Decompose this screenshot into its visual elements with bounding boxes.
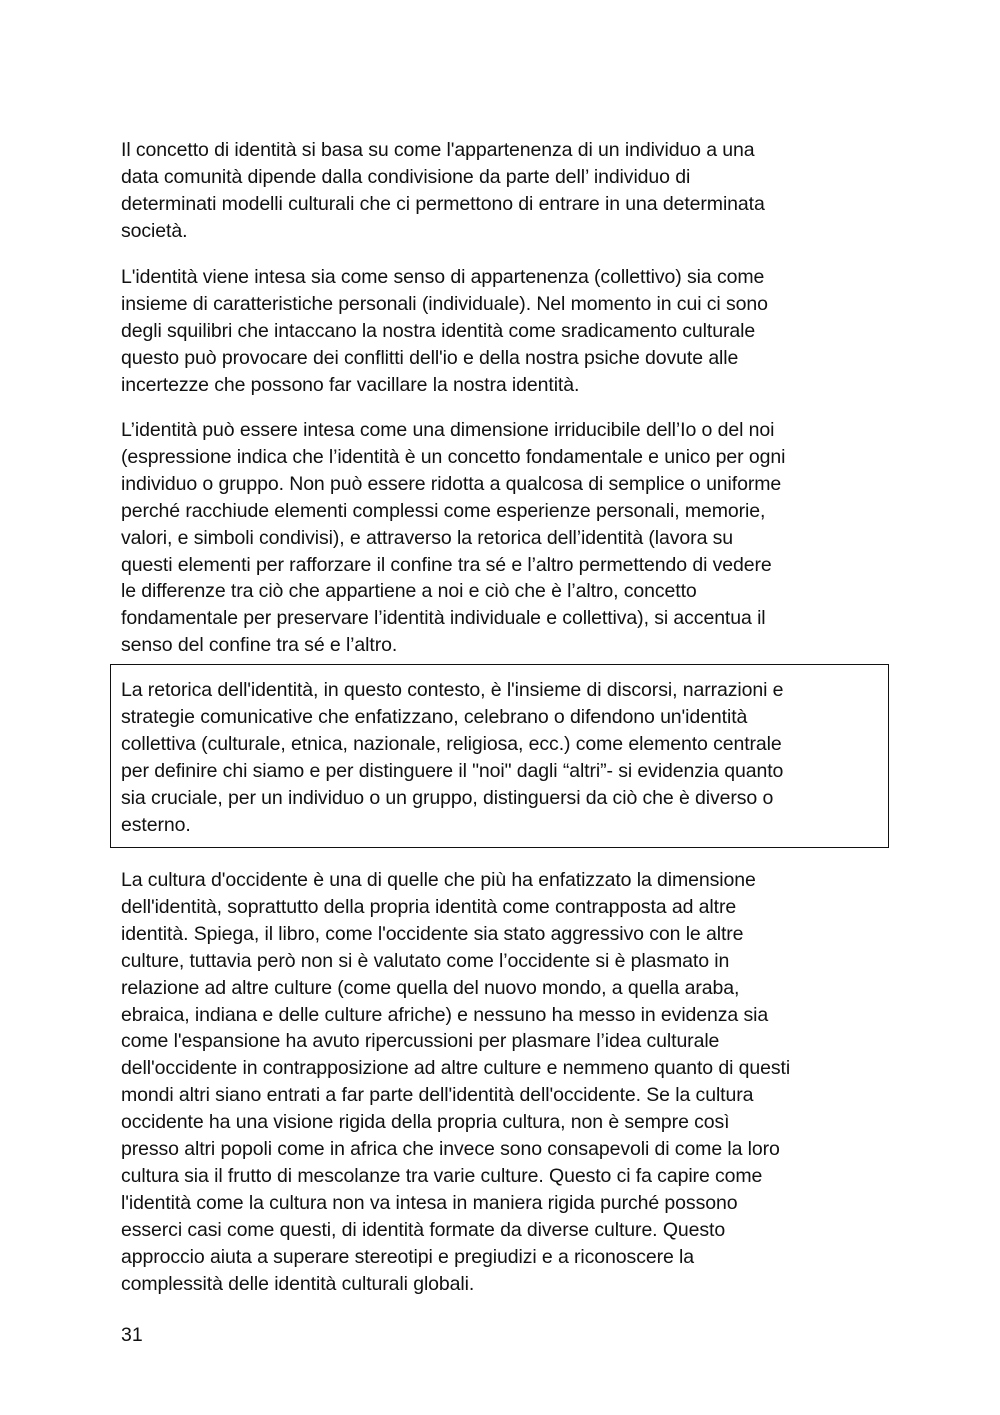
paragraph-line: incertezze che possono far vacillare la nostra identità.: [121, 373, 580, 396]
paragraph-line: determinati modelli culturali che ci permettono di entrare in una determinata: [121, 192, 765, 215]
paragraph-line: ebraica, indiana e delle culture afriche) e nessuno ha messo in evidenza sia: [121, 1003, 769, 1026]
paragraph-line: le differenze tra ciò che appartiene a noi e ciò che è l’altro, concetto: [121, 580, 697, 603]
paragraph-line: cultura sia il frutto di mescolanze tra varie culture. Questo ci fa capire come: [121, 1164, 763, 1187]
paragraph-line: individuo o gruppo. Non può essere ridotta a qualcosa di semplice o uniforme: [121, 472, 782, 495]
paragraph-line: questi elementi per rafforzare il confine tra sé e l’altro permettendo di vedere: [121, 553, 772, 576]
paragraph-line: culture, tuttavia però non si è valutato come l’occidente si è plasmato in: [121, 949, 730, 972]
boxed-paragraph-line: esterno.: [121, 813, 191, 836]
paragraph-line: relazione ad altre culture (come quella del nuovo mondo, a quella araba,: [121, 976, 740, 999]
paragraph-line: data comunità dipende dalla condivisione da parte dell’ individuo di: [121, 165, 691, 188]
paragraph-line: degli squilibri che intaccano la nostra identità come sradicamento culturale: [121, 319, 756, 342]
paragraph-line: L’identità può essere intesa come una dimensione irriducibile dell’Io o del noi: [121, 419, 775, 441]
paragraph-line: (espressione indica che l’identità è un concetto fondamentale e unico per ogni: [121, 445, 786, 468]
boxed-paragraph-line: collettiva (culturale, etnica, nazionale, religiosa, ecc.) come elemento centrale: [121, 732, 782, 755]
paragraph-line: identità. Spiega, il libro, come l'occidente sia stato aggressivo con le altre: [121, 922, 744, 945]
paragraph-line: perché racchiude elementi complessi come esperienze personali, memorie,: [121, 499, 766, 522]
boxed-paragraph-line: strategie comunicative che enfatizzano, celebrano o difendono un'identità: [121, 705, 748, 728]
paragraph-line: La cultura d'occidente è una di quelle che più ha enfatizzato la dimensione: [121, 869, 756, 891]
paragraph-line: dell'identità, soprattutto della propria identità come contrapposta ad altre: [121, 895, 737, 918]
paragraph-line: valori, e simboli condivisi), e attraverso la retorica dell’identità (lavora su: [121, 526, 734, 549]
paragraph-line: mondi altri siano entrati a far parte dell'identità dell'occidente. Se la cultura: [121, 1084, 754, 1107]
paragraph-line: presso altri popoli come in africa che invece sono consapevoli di come la loro: [121, 1138, 780, 1160]
paragraph-line: senso del confine tra sé e l’altro.: [121, 634, 398, 657]
boxed-paragraph-line: per definire chi siamo e per distinguere il "noi" dagli “altri”- si evidenzia quanto: [121, 759, 784, 782]
paragraph-line: fondamentale per preservare l’identità individuale e collettiva), si accentua il: [121, 607, 766, 630]
paragraph-line: l'identità come la cultura non va intesa in maniera rigida purché possono: [121, 1191, 738, 1214]
page-number: 31: [121, 1324, 143, 1346]
paragraph-line: occidente ha una visione rigida della propria cultura, non è sempre così: [121, 1111, 730, 1134]
paragraph-line: approccio aiuta a superare stereotipi e pregiudizi e a riconoscere la: [121, 1245, 695, 1268]
paragraph-line: Il concetto di identità si basa su come l'appartenenza di un individuo a una: [121, 139, 755, 161]
paragraph-line: insieme di caratteristiche personali (individuale). Nel momento in cui ci sono: [121, 292, 768, 315]
paragraph-line: società.: [121, 219, 188, 242]
paragraph-line: come l'espansione ha avuto ripercussioni per plasmare l’idea culturale: [121, 1030, 720, 1053]
paragraph-line: complessità delle identità culturali globali.: [121, 1272, 475, 1295]
boxed-paragraph-line: sia cruciale, per un individuo o un gruppo, distinguersi da ciò che è diverso o: [121, 786, 774, 809]
paragraph-line: questo può provocare dei conflitti dell'io e della nostra psiche dovute alle: [121, 346, 739, 369]
paragraph-line: esserci casi come questi, di identità formate da diverse culture. Questo: [121, 1218, 726, 1241]
paragraph-line: dell'occidente in contrapposizione ad altre culture e nemmeno quanto di questi: [121, 1057, 791, 1080]
paragraph-line: L'identità viene intesa sia come senso di appartenenza (collettivo) sia come: [121, 266, 765, 288]
boxed-paragraph-line: La retorica dell'identità, in questo contesto, è l'insieme di discorsi, narrazioni e: [121, 679, 784, 701]
